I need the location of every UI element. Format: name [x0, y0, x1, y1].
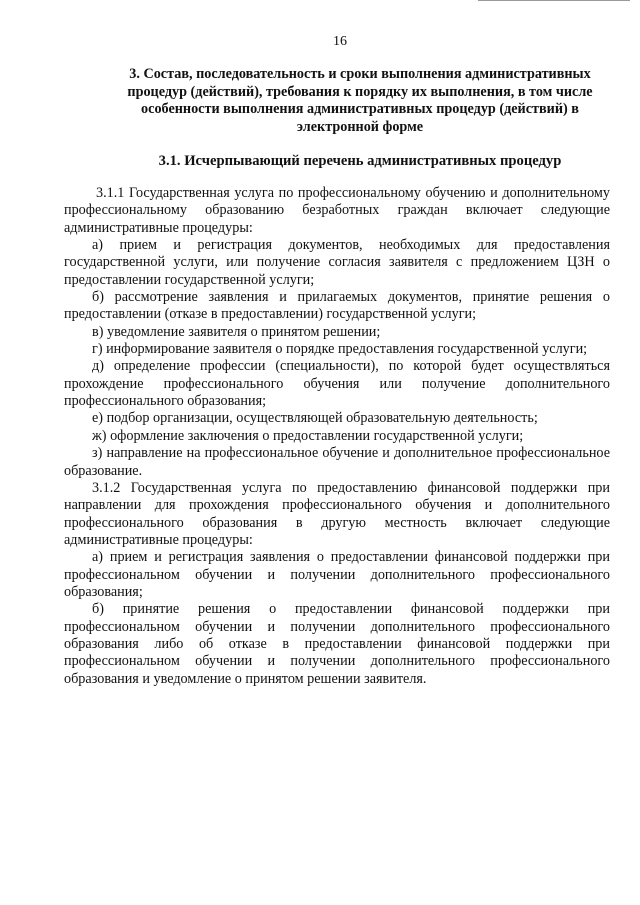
list-item-v: в) уведомление заявителя о принятом решении; — [92, 323, 381, 340]
list-item-a: а) прием и регистрация документов, необходимых для предоставления государственной услуги, или получение согласия заявителя с предложением ЦЗН о предоставлении государственной услуги; — [64, 237, 610, 288]
list-item-a-2: а) прием и регистрация заявления о предоставлении финансовой поддержки при профессиональном обучении и получении дополнительного профессионального образования; — [64, 549, 610, 600]
paragraph-3-1-2: 3.1.2 Государственная услуга по предоставлению финансовой поддержки при направлении для прохождения профессионального обучения и дополнительного профессионального образования в другую местность включает следующие административные процедуры: — [64, 479, 610, 548]
list-item-z: з) направление на профессиональное обучение и дополнительное профессиональное образование. — [64, 445, 610, 479]
top-edge-rule — [478, 0, 630, 1]
list-item-b: б) рассмотрение заявления и прилагаемых документов, принятие решения о предоставлении (отказе в предоставлении) государственной услуги; — [64, 289, 610, 323]
list-item-zh: ж) оформление заключения о предоставлении государственной услуги; — [92, 427, 524, 444]
paragraph-3-1-1: 3.1.1 Государственная услуга по профессиональному обучению и дополнительному профессиональному образованию безработных граждан включает следующие административные процедуры: — [64, 185, 610, 236]
subsection-title: 3.1. Исчерпывающий перечень административных процедур — [158, 153, 562, 169]
page-number: 16 — [333, 34, 347, 49]
list-item-b-2: б) принятие решения о предоставлении финансовой поддержки при профессиональном обучении и получении дополнительного профессионального образования либо об отказе в предоставлении финансовой поддержки при профессиональном обучении и получении дополнительного профессионального образования и уведомление о принятом решении заявителя. — [64, 601, 610, 687]
document-body — [64, 185, 610, 688]
section-title: 3. Состав, последовательность и сроки выполнения административных процедур (действий), требования к порядку их выполнения, в том числе особенности выполнения административных процедур (действий) в электронной форме — [127, 66, 593, 135]
list-item-d: д) определение профессии (специальности), по которой будет осуществляться прохождение профессионального обучения или получение дополнительного профессионального образования; — [64, 358, 610, 410]
list-item-e: е) подбор организации, осуществляющей образовательную деятельность; — [92, 410, 538, 427]
list-item-g: г) информирование заявителя о порядке предоставления государственной услуги; — [92, 341, 588, 358]
